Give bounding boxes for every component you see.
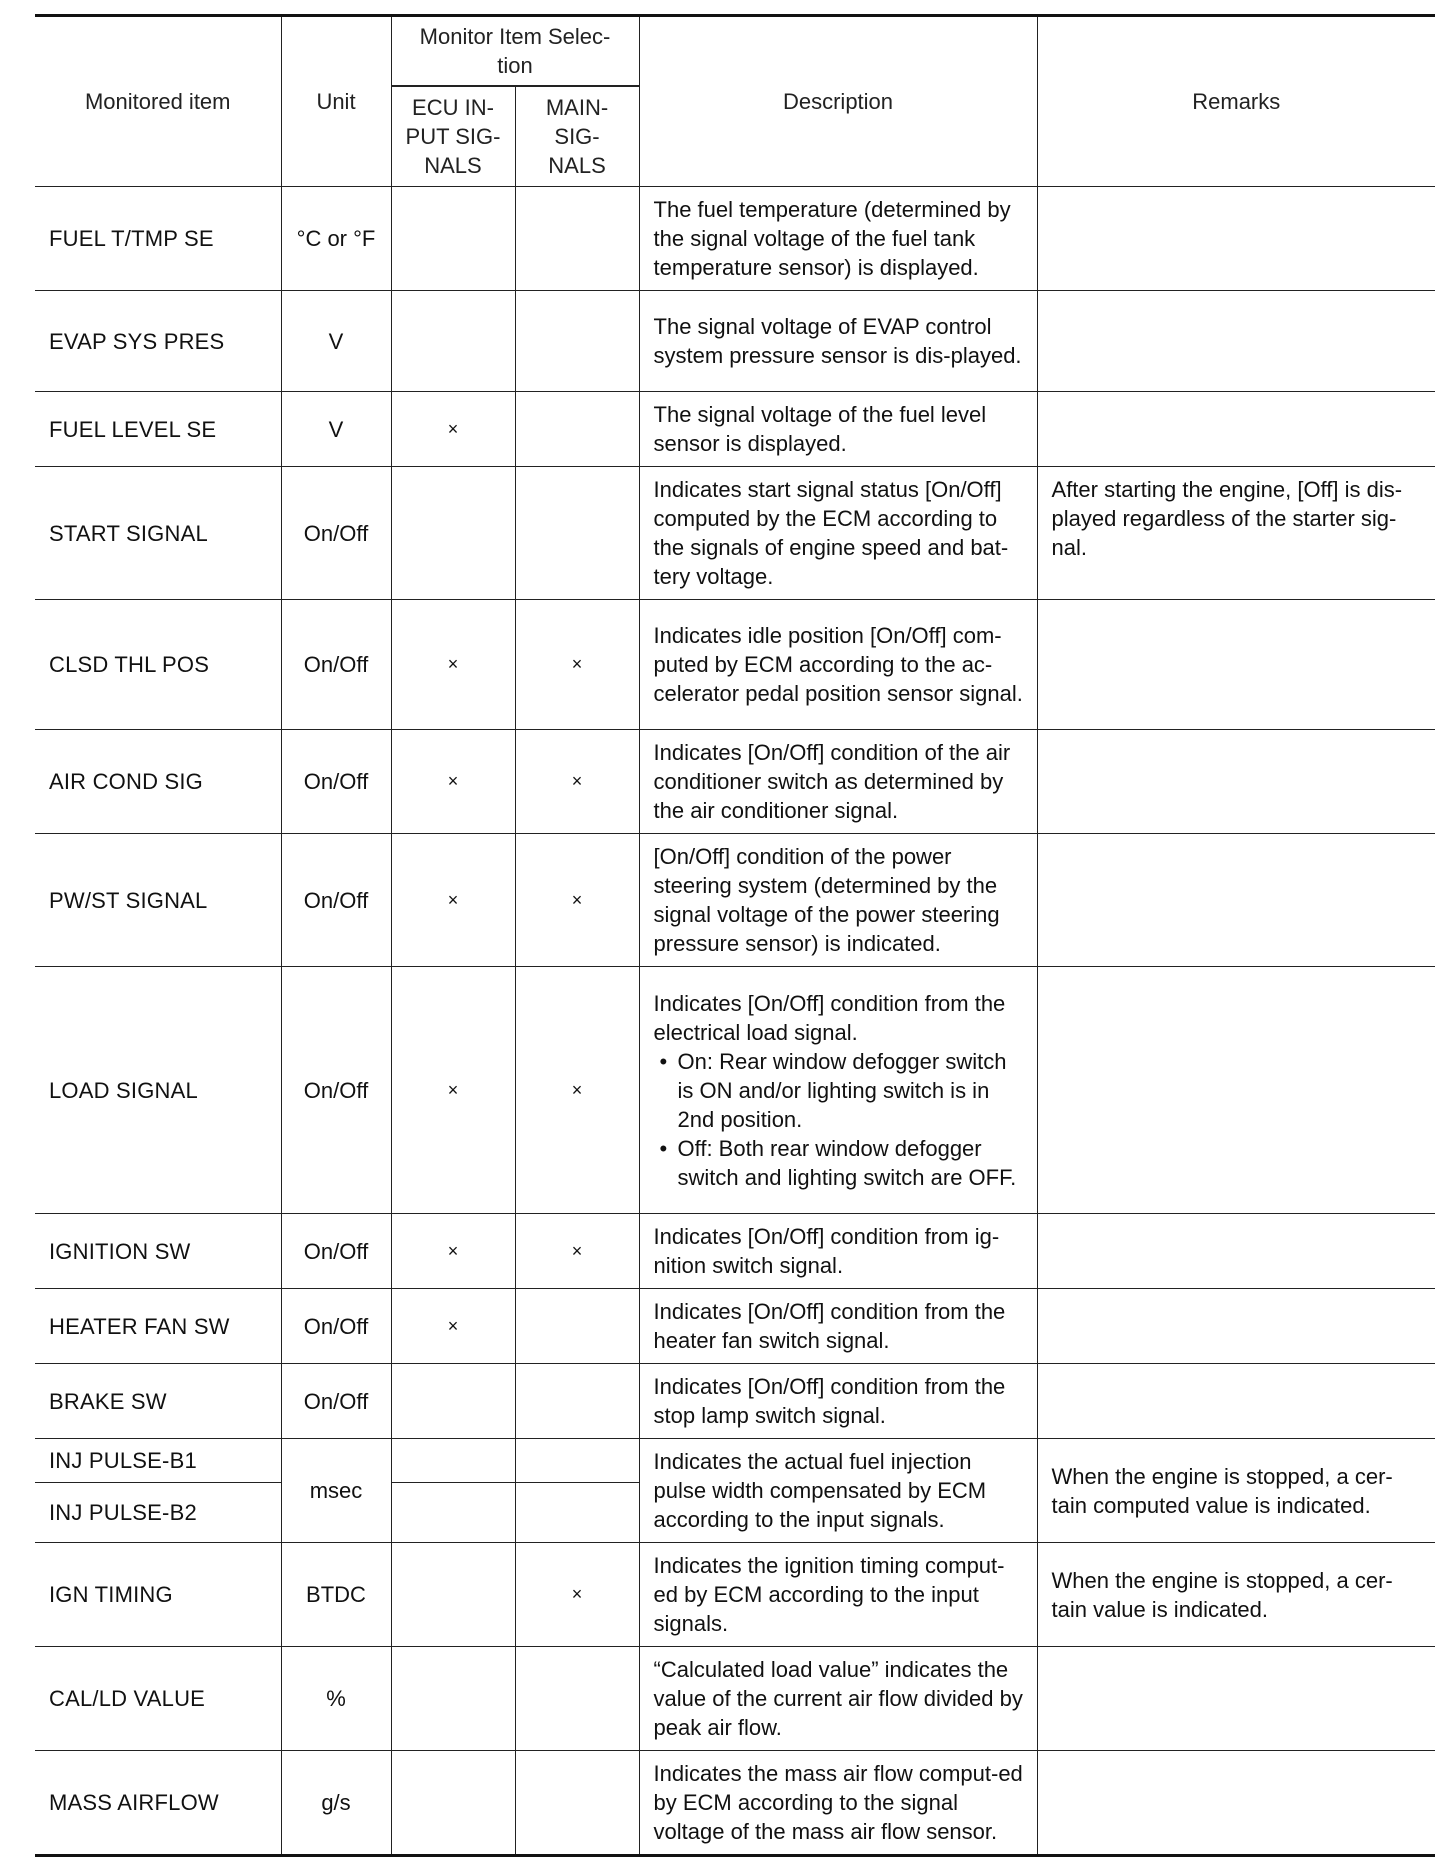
- row-item: FUEL LEVEL SE: [35, 392, 281, 467]
- row-ecu-mark: ×: [391, 1214, 515, 1289]
- row-main-mark: [515, 1751, 639, 1856]
- table-row: [35, 1214, 1435, 1289]
- header-main-signals: MAIN- SIG- NALS: [515, 86, 639, 187]
- row-remarks: [1037, 600, 1435, 730]
- row-item: FUEL T/TMP SE: [35, 187, 281, 291]
- row-main-mark: [515, 392, 639, 467]
- row-item: CAL/LD VALUE: [35, 1647, 281, 1751]
- row-remarks: [1037, 291, 1435, 392]
- row-item: LOAD SIGNAL: [35, 967, 281, 1214]
- table-row: [35, 1439, 1435, 1483]
- row-main-mark: ×: [515, 967, 639, 1214]
- row-ecu-mark: [391, 1751, 515, 1856]
- row-unit: V: [281, 392, 391, 467]
- row-remarks: [1037, 1751, 1435, 1856]
- row-unit: V: [281, 291, 391, 392]
- row-ecu-mark: [391, 1543, 515, 1647]
- table-header: [35, 16, 1435, 187]
- row-unit: %: [281, 1647, 391, 1751]
- row-description: The signal voltage of the fuel level sensor is displayed.: [639, 392, 1037, 467]
- row-main-mark: [515, 187, 639, 291]
- table-body: [35, 187, 1435, 1856]
- row-remarks: After starting the engine, [Off] is dis-played regardless of the starter sig-nal.: [1037, 467, 1435, 600]
- row-main-mark: [515, 1289, 639, 1364]
- row-description: Indicates the actual fuel injection pulse width compensated by ECM according to the input signals.: [639, 1439, 1037, 1543]
- row-description: Indicates the mass air flow comput-ed by ECM according to the signal voltage of the mass air flow sensor.: [639, 1751, 1037, 1856]
- table-row: [35, 1289, 1435, 1364]
- row-unit: °C or °F: [281, 187, 391, 291]
- table-row: [35, 967, 1435, 1214]
- row-ecu-mark: ×: [391, 392, 515, 467]
- row-description: The fuel temperature (determined by the signal voltage of the fuel tank temperature sensor) is displayed.: [639, 187, 1037, 291]
- row-remarks: [1037, 187, 1435, 291]
- row-description: Indicates start signal status [On/Off] computed by the ECM according to the signals of engine speed and bat-tery voltage.: [639, 467, 1037, 600]
- row-description: The signal voltage of EVAP control system pressure sensor is dis-played.: [639, 291, 1037, 392]
- row-description: Indicates idle position [On/Off] com-puted by ECM according to the ac-celerator pedal position sensor signal.: [639, 600, 1037, 730]
- row-description: “Calculated load value” indicates the value of the current air flow divided by peak air flow.: [639, 1647, 1037, 1751]
- row-item: MASS AIRFLOW: [35, 1751, 281, 1856]
- row-description: Indicates [On/Off] condition from the stop lamp switch signal.: [639, 1364, 1037, 1439]
- row-remarks: When the engine is stopped, a cer-tain computed value is indicated.: [1037, 1439, 1435, 1543]
- row-item: EVAP SYS PRES: [35, 291, 281, 392]
- row-main-mark: ×: [515, 730, 639, 834]
- row-item: PW/ST SIGNAL: [35, 834, 281, 967]
- row-ecu-mark: [391, 467, 515, 600]
- table-row: [35, 291, 1435, 392]
- row-ecu-mark: [391, 187, 515, 291]
- table-row: [35, 467, 1435, 600]
- description-bullet-list: [654, 1047, 1025, 1192]
- row-unit: On/Off: [281, 600, 391, 730]
- row-unit: On/Off: [281, 1364, 391, 1439]
- table-row: [35, 1647, 1435, 1751]
- table-row: [35, 187, 1435, 291]
- row-item: AIR COND SIG: [35, 730, 281, 834]
- table-row: [35, 730, 1435, 834]
- row-main-mark: ×: [515, 600, 639, 730]
- row-ecu-mark: [391, 1647, 515, 1751]
- row-remarks: [1037, 967, 1435, 1214]
- row-main-mark: ×: [515, 834, 639, 967]
- row-item: BRAKE SW: [35, 1364, 281, 1439]
- table-row: [35, 1543, 1435, 1647]
- row-item: START SIGNAL: [35, 467, 281, 600]
- row-ecu-mark: [391, 1439, 515, 1483]
- row-item: HEATER FAN SW: [35, 1289, 281, 1364]
- row-item: CLSD THL POS: [35, 600, 281, 730]
- row-main-mark: [515, 1439, 639, 1483]
- row-item: INJ PULSE-B2: [35, 1483, 281, 1543]
- monitor-item-table: [35, 14, 1435, 1857]
- row-unit: On/Off: [281, 834, 391, 967]
- description-bullet: • Off: Both rear window defogger switch and lighting switch are OFF.: [654, 1134, 1025, 1192]
- row-description: [On/Off] condition of the power steering system (determined by the signal voltage of the power steering pressure sensor) is indicated.: [639, 834, 1037, 967]
- table-row: [35, 600, 1435, 730]
- row-description: Indicates the ignition timing comput-ed by ECM according to the input signals.: [639, 1543, 1037, 1647]
- row-remarks: [1037, 392, 1435, 467]
- table-row: [35, 1364, 1435, 1439]
- row-unit: On/Off: [281, 1289, 391, 1364]
- header-unit: Unit: [281, 16, 391, 187]
- row-ecu-mark: [391, 1364, 515, 1439]
- row-remarks: [1037, 1289, 1435, 1364]
- table-row: [35, 834, 1435, 967]
- row-main-mark: ×: [515, 1543, 639, 1647]
- row-remarks: When the engine is stopped, a cer-tain value is indicated.: [1037, 1543, 1435, 1647]
- row-ecu-mark: ×: [391, 730, 515, 834]
- row-ecu-mark: ×: [391, 600, 515, 730]
- row-unit: On/Off: [281, 967, 391, 1214]
- row-description-cell: [639, 967, 1037, 1214]
- row-main-mark: [515, 1483, 639, 1543]
- row-main-mark: [515, 291, 639, 392]
- header-monitored-item: Monitored item: [35, 16, 281, 187]
- table-row: [35, 1751, 1435, 1856]
- row-description: Indicates [On/Off] condition from the electrical load signal.: [653, 990, 1006, 1045]
- row-unit: On/Off: [281, 730, 391, 834]
- row-remarks: [1037, 834, 1435, 967]
- row-unit: BTDC: [281, 1543, 391, 1647]
- row-item: IGN TIMING: [35, 1543, 281, 1647]
- row-item: INJ PULSE-B1: [35, 1439, 281, 1483]
- row-main-mark: [515, 467, 639, 600]
- header-ecu-input-signals: ECU IN- PUT SIG- NALS: [391, 86, 515, 187]
- row-ecu-mark: ×: [391, 967, 515, 1214]
- row-ecu-mark: ×: [391, 834, 515, 967]
- page-top-margin: [0, 0, 1456, 14]
- row-remarks: [1037, 730, 1435, 834]
- row-unit: msec: [281, 1439, 391, 1543]
- row-ecu-mark: [391, 1483, 515, 1543]
- row-remarks: [1037, 1214, 1435, 1289]
- table-row: [35, 392, 1435, 467]
- header-remarks: Remarks: [1037, 16, 1435, 187]
- row-description: Indicates [On/Off] condition of the air conditioner switch as determined by the air conditioner signal.: [639, 730, 1037, 834]
- row-unit: On/Off: [281, 467, 391, 600]
- header-monitor-item-selection: Monitor Item Selec- tion: [391, 16, 639, 86]
- row-main-mark: [515, 1364, 639, 1439]
- row-description: Indicates [On/Off] condition from the heater fan switch signal.: [639, 1289, 1037, 1364]
- description-bullet: • On: Rear window defogger switch is ON and/or lighting switch is in 2nd position.: [654, 1047, 1025, 1134]
- row-main-mark: [515, 1647, 639, 1751]
- row-ecu-mark: [391, 291, 515, 392]
- row-unit: On/Off: [281, 1214, 391, 1289]
- row-remarks: [1037, 1364, 1435, 1439]
- row-unit: g/s: [281, 1751, 391, 1856]
- row-main-mark: ×: [515, 1214, 639, 1289]
- header-description: Description: [639, 16, 1037, 187]
- row-item: IGNITION SW: [35, 1214, 281, 1289]
- row-description: Indicates [On/Off] condition from ig-nition switch signal.: [639, 1214, 1037, 1289]
- row-remarks: [1037, 1647, 1435, 1751]
- row-ecu-mark: ×: [391, 1289, 515, 1364]
